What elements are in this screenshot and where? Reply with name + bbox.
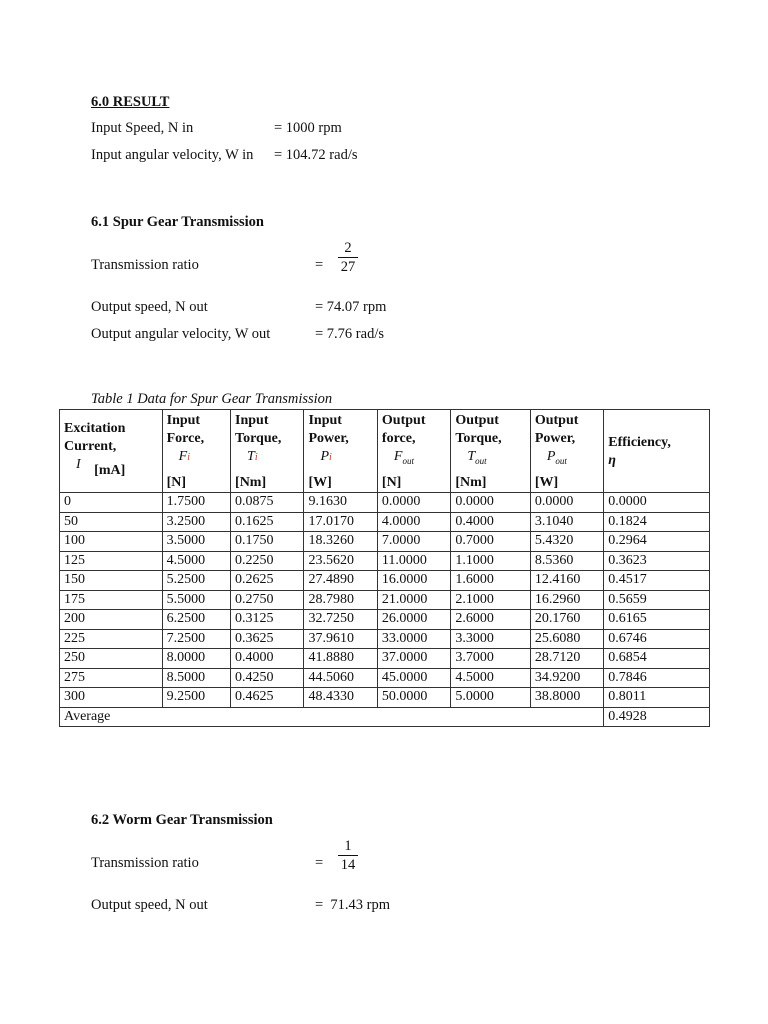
header-symbol: Fi: [178, 449, 190, 464]
header-input-power: [304, 410, 377, 475]
section-heading-result: 6.0 RESULT: [91, 94, 170, 110]
worm-ratio-fraction: [338, 838, 358, 873]
table-cell: 16.2960: [530, 590, 603, 610]
table-cell: 0.6165: [604, 610, 710, 630]
table-row: [60, 493, 710, 513]
table-cell: 0.1750: [231, 532, 304, 552]
section-heading-spur: 6.1 Spur Gear Transmission: [91, 214, 264, 230]
header-efficiency: [604, 410, 710, 493]
table-row: [60, 610, 710, 630]
output-angular-velocity-label: Output angular velocity, W out: [91, 326, 271, 342]
table-cell: 11.0000: [377, 551, 450, 571]
header-title: Output Torque,: [455, 413, 502, 446]
output-angular-velocity-value: = 7.76 rad/s: [315, 326, 384, 342]
input-angular-velocity-label: Input angular velocity, W in: [91, 147, 254, 163]
table-cell: 7.0000: [377, 532, 450, 552]
header-input-torque: [231, 410, 304, 475]
table-row: [60, 532, 710, 552]
table-cell: 5.2500: [162, 571, 230, 591]
header-symbol: $F_{out}$: [393, 449, 414, 466]
unit-output-torque: [Nm]: [451, 474, 530, 493]
table-cell: 28.7120: [530, 649, 603, 669]
table-cell: 32.7250: [304, 610, 377, 630]
table-cell: 5.4320: [530, 532, 603, 552]
table-cell: 6.2500: [162, 610, 230, 630]
table-cell: 9.2500: [162, 688, 230, 708]
table-cell: 1.1000: [451, 551, 530, 571]
spur-ratio-denominator: 27: [340, 259, 356, 275]
table-cell: 3.3000: [451, 629, 530, 649]
table-cell: 5.5000: [162, 590, 230, 610]
header-title: Input Force,: [166, 413, 205, 446]
table-cell: 37.0000: [377, 649, 450, 669]
table-cell: 175: [60, 590, 163, 610]
header-title: Output force,: [381, 413, 426, 446]
table-cell: 4.5000: [451, 668, 530, 688]
unit-output-force: [N]: [377, 474, 450, 493]
average-row: [60, 707, 710, 727]
header-title: Output Power,: [534, 413, 579, 446]
table-cell: 0.3625: [231, 629, 304, 649]
table-cell: 0.2964: [604, 532, 710, 552]
table-row: [60, 649, 710, 669]
table-row: [60, 590, 710, 610]
table-cell: 5.0000: [451, 688, 530, 708]
section-heading-worm: 6.2 Worm Gear Transmission: [91, 812, 273, 828]
table-cell: 27.4890: [304, 571, 377, 591]
table-cell: 0.4250: [231, 668, 304, 688]
table-cell: 0.3125: [231, 610, 304, 630]
table-cell: 225: [60, 629, 163, 649]
unit-input-torque: [Nm]: [231, 474, 304, 493]
header-symbol: I: [76, 457, 81, 472]
table-cell: 0: [60, 493, 163, 513]
table-cell: 48.4330: [304, 688, 377, 708]
table-cell: 2.1000: [451, 590, 530, 610]
spur-ratio-fraction: [338, 240, 358, 275]
table-cell: 300: [60, 688, 163, 708]
table-cell: 2.6000: [451, 610, 530, 630]
table-cell: 45.0000: [377, 668, 450, 688]
table-cell: 0.0000: [604, 493, 710, 513]
table-cell: 3.2500: [162, 512, 230, 532]
table-cell: 26.0000: [377, 610, 450, 630]
header-title: Efficiency,: [608, 435, 671, 450]
header-symbol: Ti: [247, 449, 258, 464]
table-cell: 41.8880: [304, 649, 377, 669]
header-excitation-current: [60, 410, 163, 478]
header-output-power: [530, 410, 603, 475]
table-body: [60, 493, 710, 708]
fraction-bar: [338, 855, 358, 856]
table-cell: 100: [60, 532, 163, 552]
table-cell: 0.1824: [604, 512, 710, 532]
fraction-bar: [338, 257, 358, 258]
table-row: [60, 512, 710, 532]
table-cell: 9.1630: [304, 493, 377, 513]
worm-ratio-denominator: 14: [340, 857, 356, 873]
worm-output-speed-label: Output speed, N out: [91, 897, 208, 913]
table-cell: 20.1760: [530, 610, 603, 630]
table-cell: 23.5620: [304, 551, 377, 571]
table-caption: Table 1 Data for Spur Gear Transmission: [91, 391, 333, 407]
table-cell: 16.0000: [377, 571, 450, 591]
input-speed-label: Input Speed, N in: [91, 120, 194, 136]
table-cell: 0.5659: [604, 590, 710, 610]
table-cell: 12.4160: [530, 571, 603, 591]
table-cell: 150: [60, 571, 163, 591]
table-cell: 0.2750: [231, 590, 304, 610]
header-title: Excitation Current,: [64, 421, 126, 454]
table-cell: 275: [60, 668, 163, 688]
table-cell: 0.4000: [231, 649, 304, 669]
table-cell: 0.4625: [231, 688, 304, 708]
header-symbol: Pi: [320, 449, 332, 464]
output-speed-label: Output speed, N out: [91, 299, 208, 315]
table-cell: 0.0000: [377, 493, 450, 513]
table-cell: 250: [60, 649, 163, 669]
unit-output-power: [W]: [530, 474, 603, 493]
table-cell: 0.1625: [231, 512, 304, 532]
table-cell: 1.7500: [162, 493, 230, 513]
table-cell: 21.0000: [377, 590, 450, 610]
table-row: [60, 688, 710, 708]
table-cell: 8.0000: [162, 649, 230, 669]
worm-ratio-equals: =: [315, 855, 324, 871]
table-cell: 0.6746: [604, 629, 710, 649]
spur-gear-data-table: [59, 409, 710, 727]
table-cell: 3.5000: [162, 532, 230, 552]
table-cell: 34.9200: [530, 668, 603, 688]
table-cell: 50: [60, 512, 163, 532]
spur-ratio-numerator: 2: [344, 240, 352, 256]
table-row: [60, 668, 710, 688]
unit-input-force: [N]: [162, 474, 230, 493]
table-cell: 8.5360: [530, 551, 603, 571]
table-cell: 0.2625: [231, 571, 304, 591]
table-row: [60, 629, 710, 649]
table-cell: 0.7000: [451, 532, 530, 552]
table-cell: 0.4000: [451, 512, 530, 532]
worm-output-speed-value: = 71.43 rpm: [315, 897, 391, 913]
table-cell: 28.7980: [304, 590, 377, 610]
table-cell: 18.3260: [304, 532, 377, 552]
table-cell: 125: [60, 551, 163, 571]
worm-ratio-numerator: 1: [344, 838, 352, 854]
table-cell: 37.9610: [304, 629, 377, 649]
input-angular-velocity-value: = 104.72 rad/s: [274, 147, 358, 163]
table-cell: 0.0875: [231, 493, 304, 513]
header-unit: [mA]: [94, 463, 126, 478]
header-output-torque: [451, 410, 530, 475]
header-symbol: η: [608, 453, 616, 468]
table-row: [60, 571, 710, 591]
table-cell: 44.5060: [304, 668, 377, 688]
table-cell: 0.8011: [604, 688, 710, 708]
table-cell: 25.6080: [530, 629, 603, 649]
header-symbol: $P_{out}$: [546, 449, 567, 466]
table-cell: 3.1040: [530, 512, 603, 532]
table-cell: 0.3623: [604, 551, 710, 571]
spur-ratio-equals: =: [315, 257, 324, 273]
table-cell: 0.0000: [451, 493, 530, 513]
worm-ratio-label: Transmission ratio: [91, 855, 199, 871]
table-cell: 7.2500: [162, 629, 230, 649]
table-cell: 0.4517: [604, 571, 710, 591]
average-value: 0.4928: [604, 707, 710, 727]
table-cell: 33.0000: [377, 629, 450, 649]
table-row: [60, 551, 710, 571]
average-label: Average: [60, 707, 604, 727]
output-speed-value: = 74.07 rpm: [315, 299, 387, 315]
table-cell: 4.5000: [162, 551, 230, 571]
header-title: Input Power,: [308, 413, 349, 446]
table-cell: 0.7846: [604, 668, 710, 688]
header-title: Input Torque,: [235, 413, 282, 446]
table-cell: 4.0000: [377, 512, 450, 532]
table-cell: 38.8000: [530, 688, 603, 708]
input-speed-value: = 1000 rpm: [274, 120, 342, 136]
table-cell: 17.0170: [304, 512, 377, 532]
spur-ratio-label: Transmission ratio: [91, 257, 199, 273]
header-input-force: [162, 410, 230, 475]
table-cell: 1.6000: [451, 571, 530, 591]
table-cell: 0.6854: [604, 649, 710, 669]
table-cell: 200: [60, 610, 163, 630]
table-cell: 50.0000: [377, 688, 450, 708]
unit-input-power: [W]: [304, 474, 377, 493]
table-cell: 0.0000: [530, 493, 603, 513]
table-cell: 3.7000: [451, 649, 530, 669]
table-cell: 0.2250: [231, 551, 304, 571]
table-cell: 8.5000: [162, 668, 230, 688]
header-symbol: $T_{out}$: [467, 449, 487, 466]
header-output-force: [377, 410, 450, 475]
